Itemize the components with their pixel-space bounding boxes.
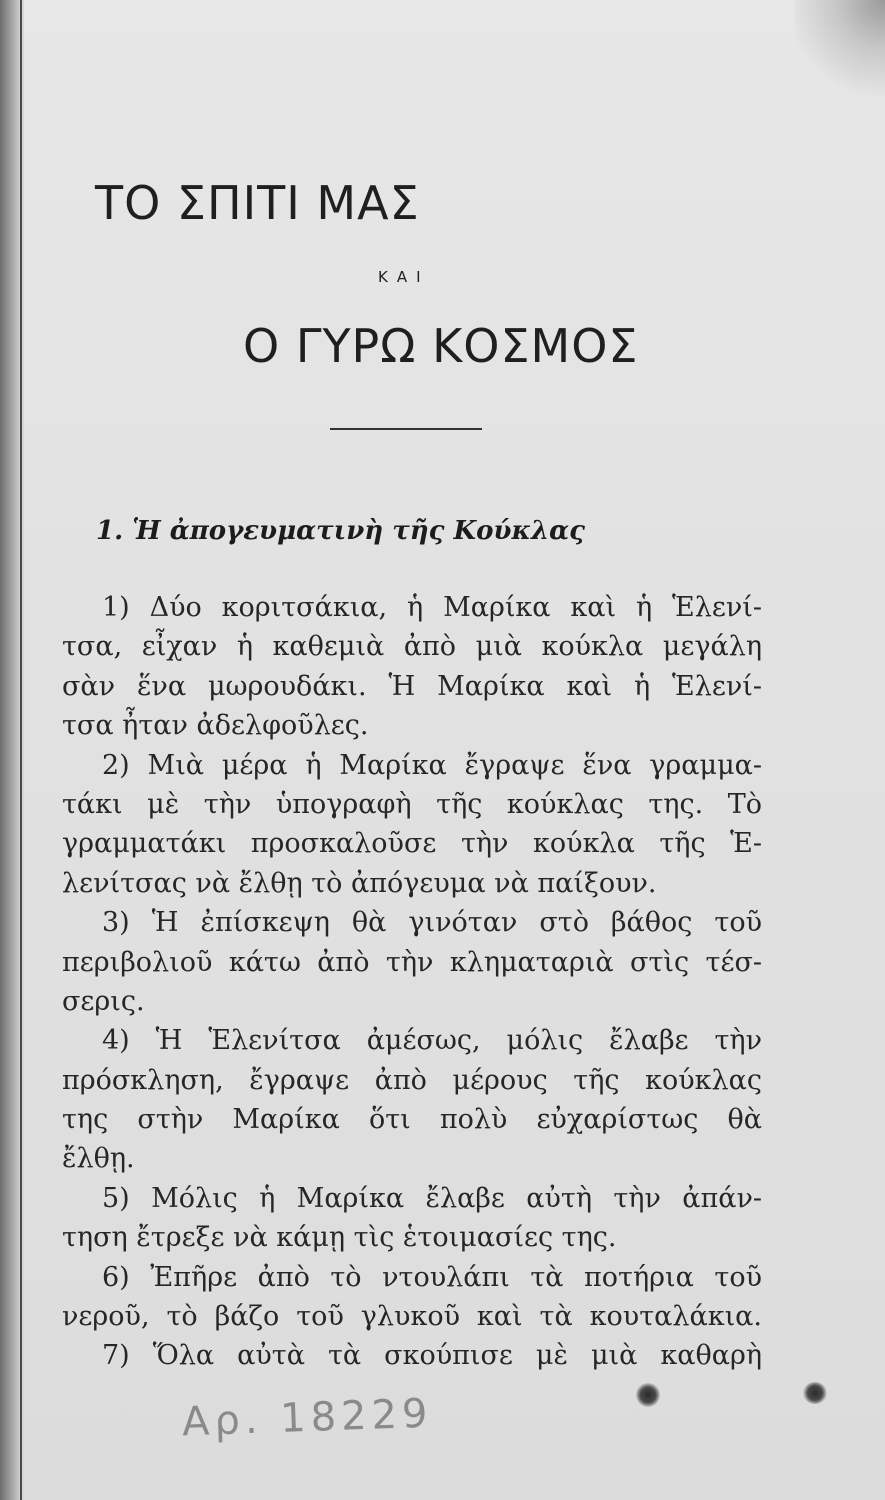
library-shelfmark: Αρ. 18229 (181, 1390, 434, 1446)
text-line: 5) Μόλις ἡ Μαρίκα ἔλαβε αὐτὴ τὴν ἀπάν- (102, 1182, 762, 1214)
text-line: τσα ἦταν ἀδελφοῦλες. (62, 710, 369, 742)
text-line: νεροῦ, τὸ βάζο τοῦ γλυκοῦ καὶ τὰ κουταλάκια. (62, 1301, 762, 1333)
ink-stain (803, 1382, 827, 1404)
spine-edge-line (20, 0, 22, 1500)
ink-stain (636, 1383, 660, 1407)
text-line: πρόσκληση, ἔγραψε ἀπὸ μέρους τῆς κούκλας (62, 1064, 762, 1096)
text-line: της στὴν Μαρίκα ὅτι πολὺ εὐχαρίστως θὰ (62, 1104, 762, 1136)
title-conjunction: ΚΑΙ (378, 268, 430, 286)
text-line: σερις. (62, 985, 145, 1017)
title-divider (330, 428, 482, 430)
text-line: 4) Ἡ Ἑλενίτσα ἀμέσως, μόλις ἔλαβε τὴν (102, 1025, 762, 1057)
chapter-heading: 1. Ἡ ἀπογευματινὴ τῆς Κούκλας (96, 516, 586, 546)
title-line-2: Ο ΓΥΡΩ ΚΟΣΜΟΣ (243, 319, 639, 373)
text-line: σὰν ἕνα μωρουδάκι. Ἡ Μαρίκα καὶ ἡ Ἑλενί- (62, 670, 762, 702)
text-line: 1) Δύο κοριτσάκια, ἡ Μαρίκα καὶ ἡ Ἑλενί- (102, 592, 762, 623)
text-line: γραμματάκι προσκαλοῦσε τὴν κούκλα τῆς Ἑ- (62, 828, 762, 860)
text-line: 7) Ὅλα αὐτὰ τὰ σκούπισε μὲ μιὰ καθαρὴ (102, 1340, 762, 1372)
text-line: 6) Ἐπῆρε ἀπὸ τὸ ντουλάπι τὰ ποτήρια τοῦ (102, 1261, 762, 1293)
worn-corner (795, 0, 885, 110)
body-text (62, 588, 762, 1376)
text-line: περιβολιοῦ κάτω ἀπὸ τὴν κληματαριὰ στὶς τέσ- (62, 946, 762, 978)
text-line: τηση ἔτρεξε νὰ κάμῃ τὶς ἑτοιμασίες της. (62, 1222, 617, 1254)
text-line: ἔλθῃ. (62, 1143, 135, 1175)
text-line: λενίτσας νὰ ἔλθῃ τὸ ἀπόγευμα νὰ παίξουν. (62, 867, 657, 899)
title-line-1: ΤΟ ΣΠΙΤΙ ΜΑΣ (95, 176, 420, 230)
text-line: τσα, εἶχαν ἡ καθεμιὰ ἀπὸ μιὰ κούκλα μεγάλη (62, 631, 762, 663)
text-line: τάκι μὲ τὴν ὑπογραφὴ τῆς κούκλας της. Τὸ (62, 788, 762, 820)
text-line: 3) Ἡ ἐπίσκεψη θὰ γινόταν στὸ βάθος τοῦ (102, 907, 762, 939)
text-line: 2) Μιὰ μέρα ἡ Μαρίκα ἔγραψε ἕνα γραμμα- (102, 749, 762, 781)
